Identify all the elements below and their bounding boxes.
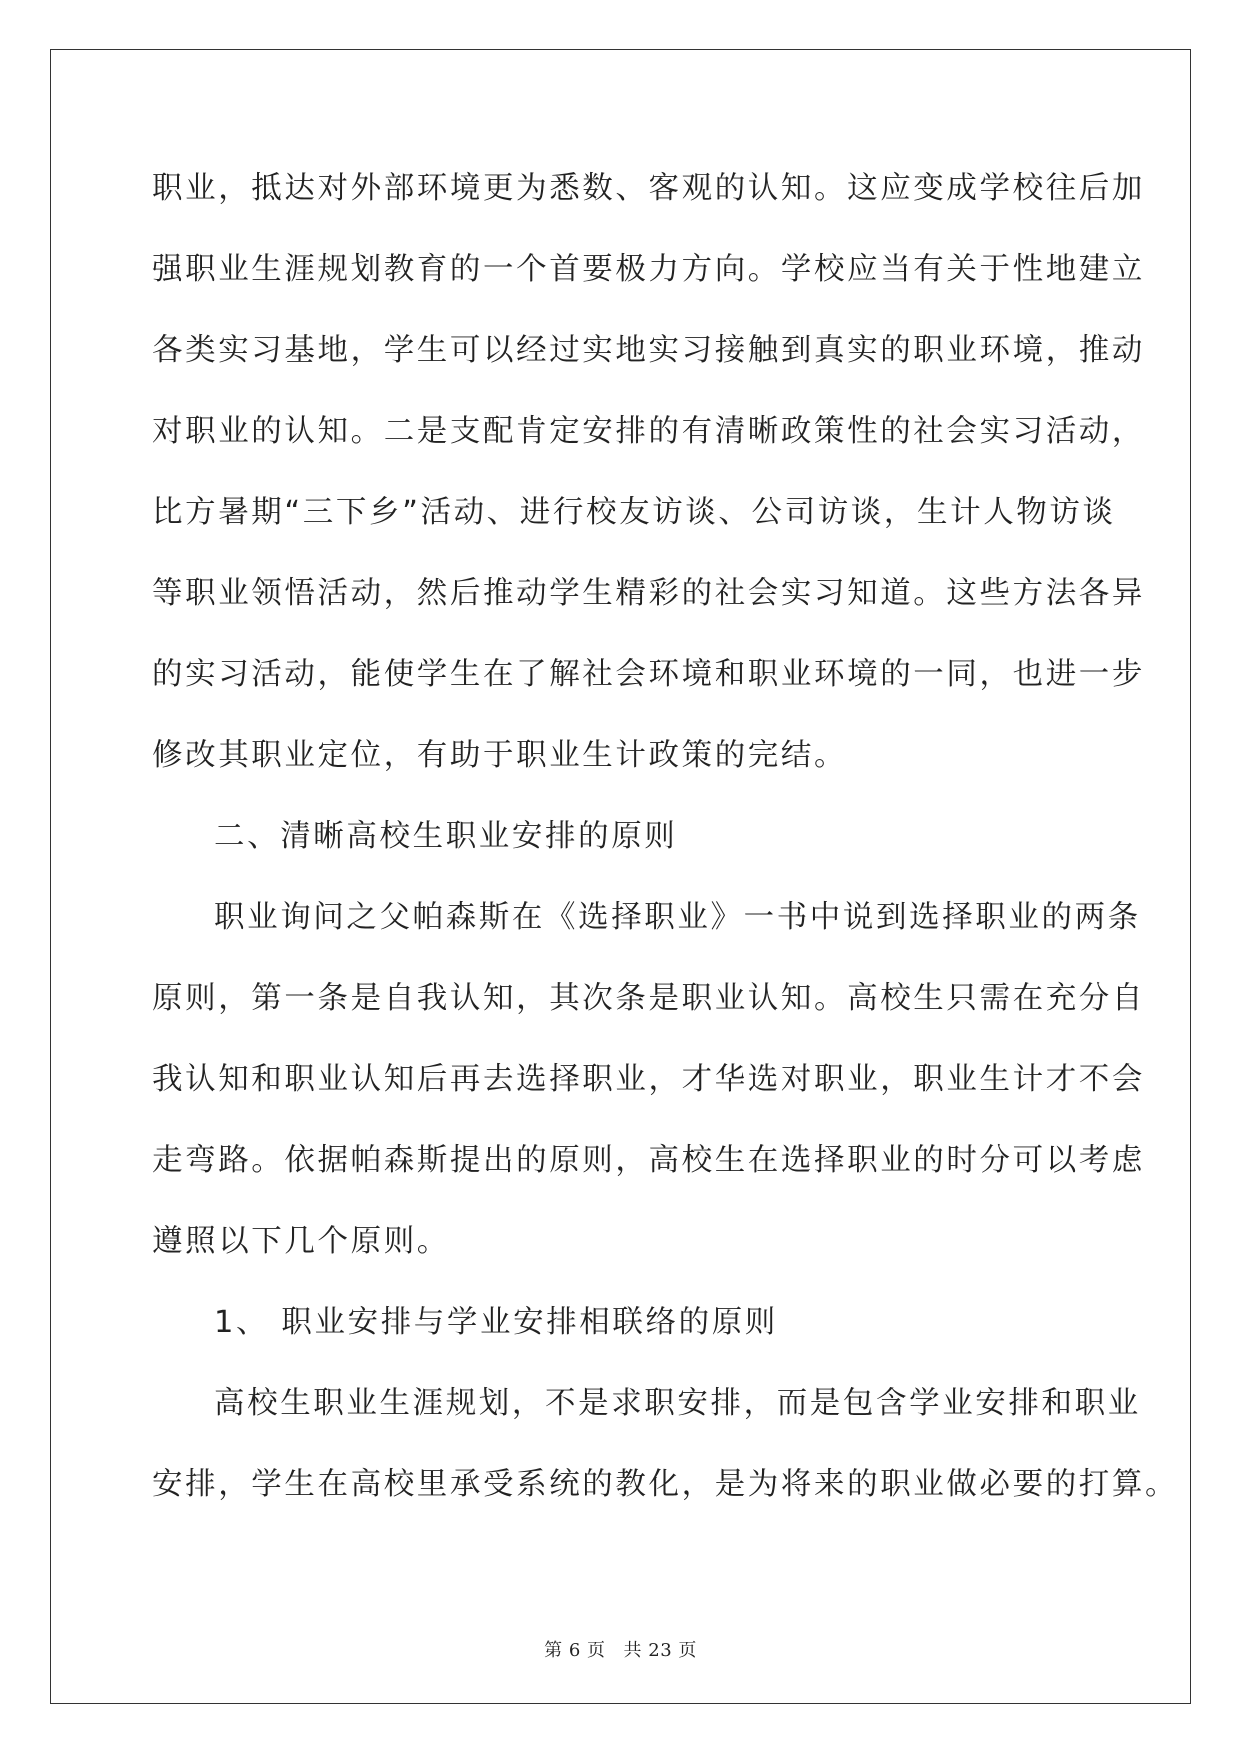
paragraph-line: 修改其职业定位，有助于职业生计政策的完结。 (152, 738, 848, 773)
paragraph-line: 职业，抵达对外部环境更为悉数、客观的认知。这应变成学校往后加 (152, 171, 1145, 206)
paragraph-line: 走弯路。依据帕森斯提出的原则，高校生在选择职业的时分可以考虑 (152, 1143, 1145, 1178)
paragraph-line: 各类实习基地，学生可以经过实地实习接触到真实的职业环境，推动 (152, 333, 1145, 368)
page-footer (0, 1636, 1241, 1662)
paragraph-line: 我认知和职业认知后再去选择职业，才华选对职业，职业生计才不会 (152, 1062, 1145, 1097)
page-total: 共 23 页 (623, 1640, 697, 1661)
paragraph-line: 等职业领悟活动，然后推动学生精彩的社会实习知道。这些方法各异 (152, 576, 1145, 611)
document-body (152, 158, 1179, 1535)
paragraph-line: 高校生职业生涯规划，不是求职安排，而是包含学业安排和职业 (214, 1386, 1141, 1421)
paragraph-line: 比方暑期“三下乡”活动、进行校友访谈、公司访谈，生计人物访谈 (152, 495, 1116, 530)
paragraph-line: 强职业生涯规划教育的一个首要极力方向。学校应当有关于性地建立 (152, 252, 1145, 287)
page-number: 第 6 页 (544, 1640, 606, 1661)
paragraph-line: 对职业的认知。二是支配肯定安排的有清晰政策性的社会实习活动， (152, 414, 1145, 449)
paragraph-line: 原则，第一条是自我认知，其次条是职业认知。高校生只需在充分自 (152, 981, 1145, 1016)
paragraph-line: 遵照以下几个原则。 (152, 1224, 450, 1259)
paragraph-line: 职业询问之父帕森斯在《选择职业》一书中说到选择职业的两条 (214, 900, 1141, 935)
paragraph-line: 安排，学生在高校里承受系统的教化，是为将来的职业做必要的打算。 (152, 1467, 1179, 1502)
subsection-heading: 1、 职业安排与学业安排相联络的原则 (214, 1305, 778, 1340)
section-heading: 二、清晰高校生职业安排的原则 (214, 819, 678, 854)
paragraph-line: 的实习活动，能使学生在了解社会环境和职业环境的一同，也进一步 (152, 657, 1145, 692)
